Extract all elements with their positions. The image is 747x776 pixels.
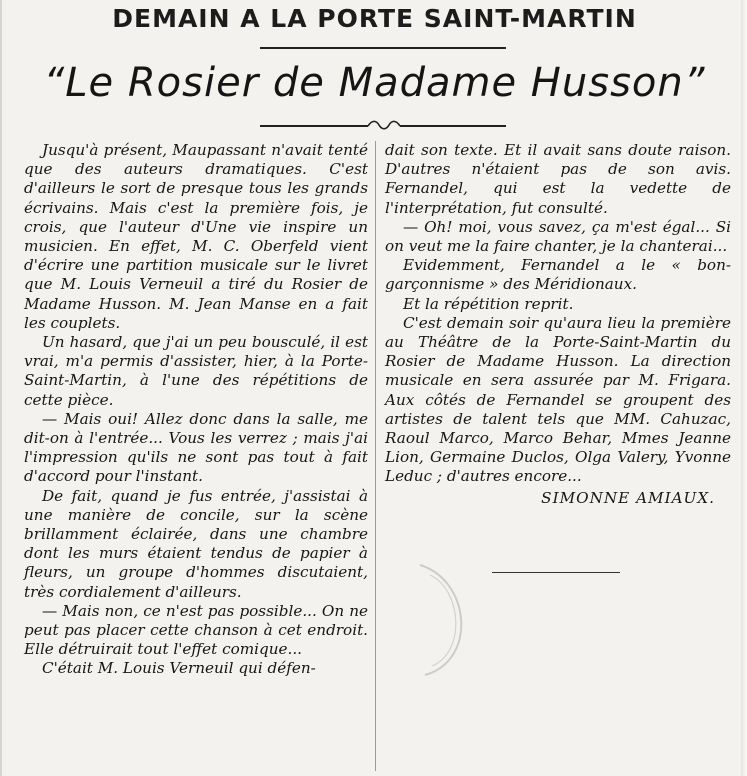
column-divider: [375, 141, 376, 771]
column-left: [24, 141, 368, 679]
paragraph: Jusqu'à présent, Maupassant n'avait tenté que des auteurs dramatiques. C'est d'ailleurs le sort de presque tous les grands écrivains. Mais c'est la première fois, je crois, que l'auteur d'Une vie inspire un musicien. En effet, M. C. Oberfeld vient d'écrire une partition musicale sur le livret que M. Louis Verneuil a tiré du Rosier de Madame Husson. M. Jean Manse en a fait les couplets.: [24, 141, 368, 332]
paragraph: Et la répétition reprit.: [403, 294, 574, 313]
paragraph: Un hasard, que j'ai un peu bousculé, il est vrai, m'a permis d'assister, hier, à la Porte-Saint-Martin, à l'une des répétitions de cette pièce.: [24, 333, 368, 409]
author-signature: SIMONNE AMIAUX.: [541, 488, 715, 507]
paragraph: — Mais non, ce n'est pas possible... On ne peut pas placer cette chanson à cet endroit. Elle détruirait tout l'effet comique...: [24, 601, 368, 659]
paragraph: C'est demain soir qu'aura lieu la première au Théâtre de la Porte-Saint-Martin du Rosier de Madame Husson. La direction musicale en sera assurée par M. Frigara. Aux côtés de Fernandel se groupent des artistes de talent tels que MM. Cahuzac, Raoul Marco, Marco Behar, Mmes Jeanne Lion, Germaine Duclos, Olga Valery, Yvonne Leduc ; d'autres encore...: [385, 313, 731, 486]
end-rule: [492, 572, 620, 573]
rule-under-headline-right: [400, 125, 506, 127]
paragraph: De fait, quand je fus entrée, j'assistai à une manière de concile, sur la scène brillamment éclairée, dans une chambre dont les murs étaient tendus de papier à fleurs, un groupe d'hommes discutaient, très cordialement d'ailleurs.: [24, 486, 368, 601]
paragraph: — Mais oui! Allez donc dans la salle, me dit-on à l'entrée... Vous les verrez ; mais j'ai l'impression qu'ils ne sont pas tout à fait d'accord pour l'instant.: [24, 409, 368, 486]
ornament-squiggle: [368, 118, 400, 132]
paragraph: Evidemment, Fernandel a le « bongarçonnisme » des Méridionaux.: [385, 256, 731, 294]
rule-under-headline-left: [260, 125, 368, 127]
article-kicker: DEMAIN A LA PORTE SAINT-MARTIN: [112, 4, 637, 33]
paragraph: dait son texte. Et il avait sans doute raison. D'autres n'étaient pas de son avis. Fernandel, qui est la vedette de l'interprétation, fut consulté.: [385, 141, 731, 217]
paragraph: C'était M. Louis Verneuil qui défen-: [42, 659, 316, 678]
article-headline: “Le Rosier de Madame Husson”: [43, 60, 706, 106]
paper-edge: [741, 0, 747, 776]
faded-stamp-mark: [400, 560, 480, 680]
paragraph: — Oh! moi, vous savez, ça m'est égal... Si on veut me la faire chanter, je la chanterai...: [385, 217, 731, 256]
column-right: [385, 141, 731, 508]
rule-under-kicker: [260, 47, 506, 49]
